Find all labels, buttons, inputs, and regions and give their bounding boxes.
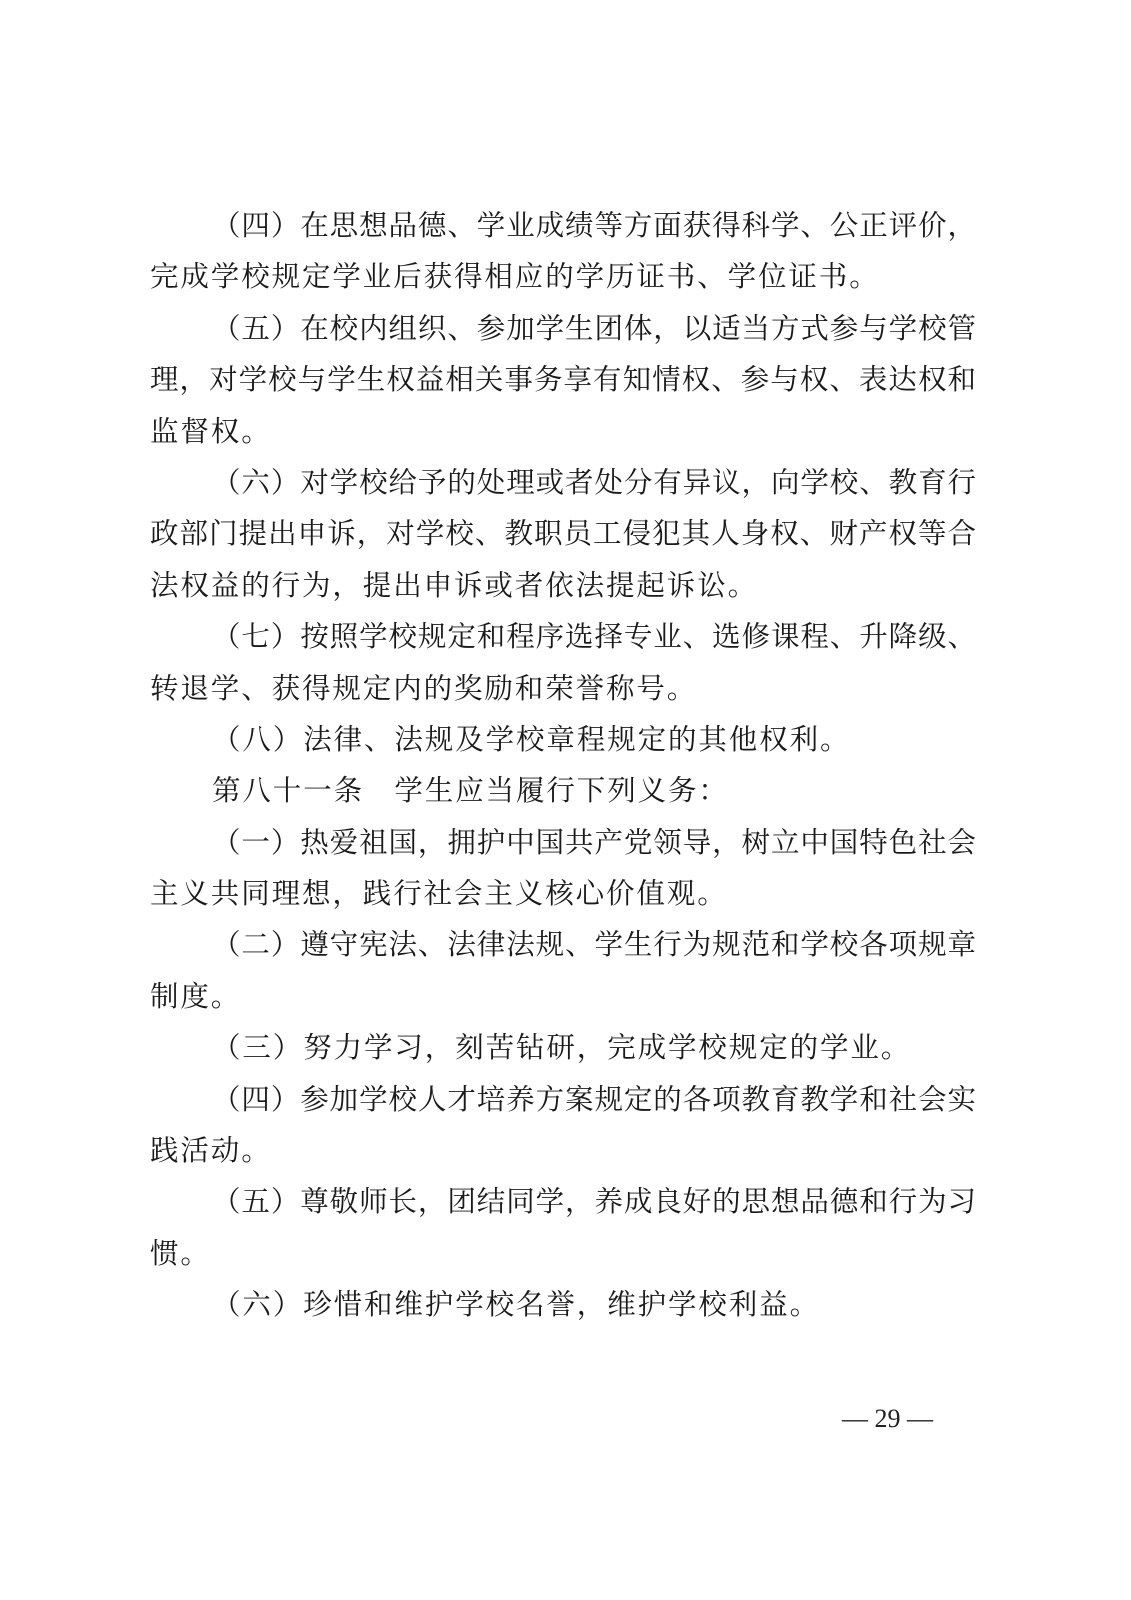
paragraph-line: 完成学校规定学业后获得相应的学历证书、学位证书。 xyxy=(150,260,880,294)
paragraph-line: （一）热爱祖国，拥护中国共产党领导，树立中国特色社会 xyxy=(212,825,976,859)
paragraph-line: 践活动。 xyxy=(150,1134,272,1168)
paragraph-line: 法权益的行为，提出申诉或者依法提起诉讼。 xyxy=(150,568,759,602)
page-number: — 29 — xyxy=(842,1404,933,1433)
paragraph-line: 主义共同理想，践行社会主义核心价值观。 xyxy=(150,877,728,911)
paragraph-line: （四）在思想品德、学业成绩等方面获得科学、公正评价， xyxy=(212,209,976,242)
paragraph-line: 监督权。 xyxy=(150,414,272,448)
body-text xyxy=(150,200,976,1331)
paragraph-line: （四）参加学校人才培养方案规定的各项教育教学和社会实 xyxy=(212,1082,976,1116)
paragraph-line: 理，对学校与学生权益相关事务享有知情权、参与权、表达权和 xyxy=(150,363,976,397)
paragraph-line: （七）按照学校规定和程序选择专业、选修课程、升降级、 xyxy=(212,620,976,654)
paragraph-line: （八）法律、法规及学校章程规定的其他权利。 xyxy=(212,722,851,756)
paragraph-line: （三）努力学习，刻苦钻研，完成学校规定的学业。 xyxy=(212,1031,912,1065)
paragraph-line: 惯。 xyxy=(150,1236,211,1270)
article-heading: 第八十一条 学生应当履行下列义务： xyxy=(212,774,729,808)
paragraph-line: （五）尊敬师长，团结同学，养成良好的思想品德和行为习 xyxy=(212,1185,976,1219)
paragraph-line: （五）在校内组织、参加学生团体，以适当方式参与学校管 xyxy=(212,311,976,345)
paragraph-line: （六）对学校给予的处理或者处分有异议，向学校、教育行 xyxy=(212,465,976,499)
paragraph-line: （六）珍惜和维护学校名誉，维护学校利益。 xyxy=(212,1288,821,1322)
paragraph-line: 政部门提出申诉，对学校、教职员工侵犯其人身权、财产权等合 xyxy=(150,517,976,551)
paragraph-line: 转退学、获得规定内的奖励和荣誉称号。 xyxy=(150,671,698,705)
paragraph-line: 制度。 xyxy=(150,979,242,1013)
paragraph-line: （二）遵守宪法、法律法规、学生行为规范和学校各项规章 xyxy=(212,928,976,962)
